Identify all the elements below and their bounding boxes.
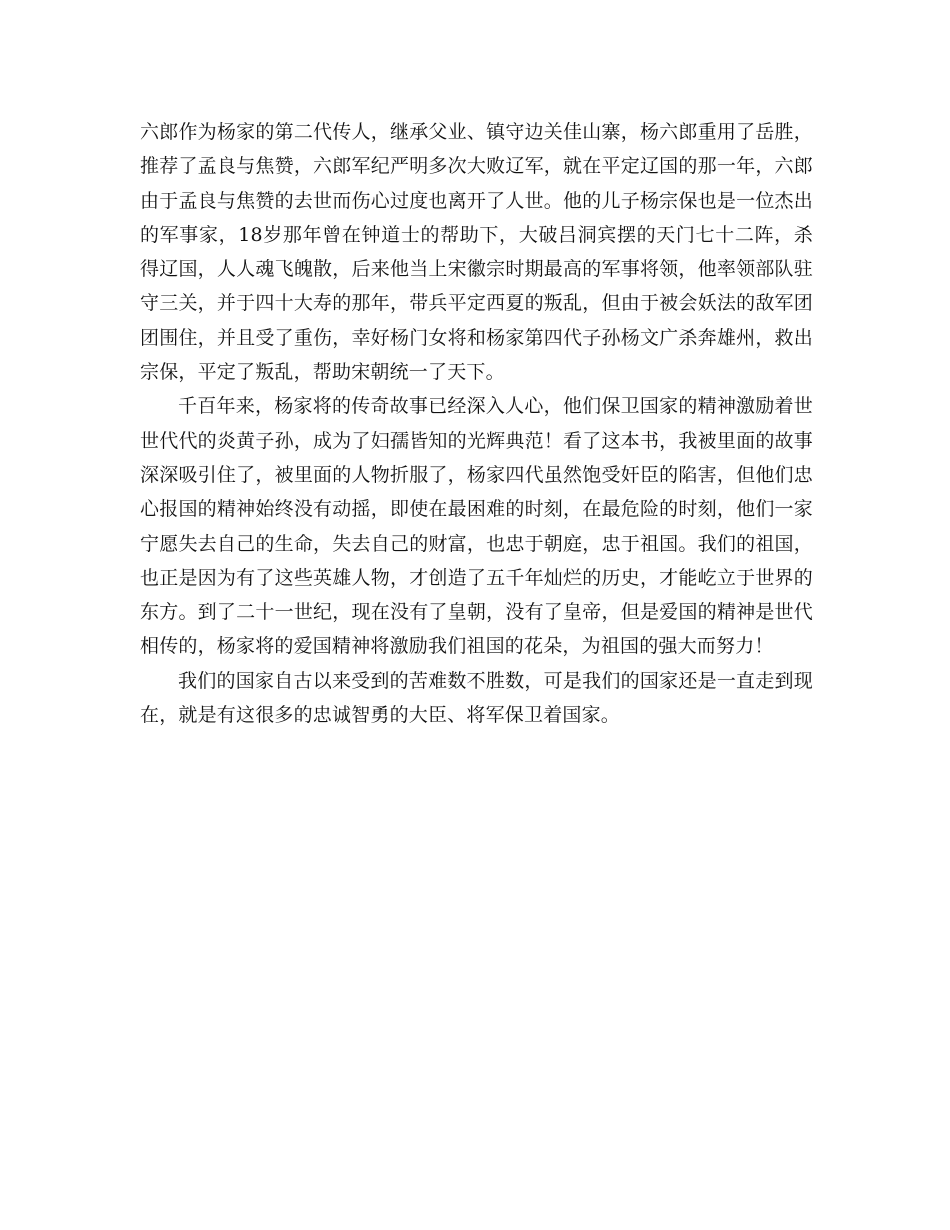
document-body <box>140 115 813 732</box>
paragraph-2: 千百年来，杨家将的传奇故事已经深入人心，他们保卫国家的精神激励着世世代代的炎黄子孙，成为了妇孺皆知的光辉典范！看了这本书，我被里面的故事深深吸引住了，被里面的人物折服了，杨家四代虽然饱受奸臣的陷害，但他们忠心报国的精神始终没有动摇，即使在最困难的时刻，在最危险的时刻，他们一家宁愿失去自己的生命，失去自己的财富，也忠于朝庭，忠于祖国。我们的祖国，也正是因为有了这些英雄人物，才创造了五千年灿烂的历史，才能屹立于世界的东方。到了二十一世纪，现在没有了皇朝，没有了皇帝，但是爱国的精神是世代相传的，杨家将的爱国精神将激励我们祖国的花朵，为祖国的强大而努力！ <box>140 395 813 658</box>
paragraph-3: 我们的国家自古以来受到的苦难数不胜数，可是我们的国家还是一直走到现在，就是有这很多的忠诚智勇的大臣、将军保卫着国家。 <box>140 669 813 727</box>
paragraph-1: 六郎作为杨家的第二代传人，继承父业、镇守边关佳山寨，杨六郎重用了岳胜，推荐了孟良与焦赞，六郎军纪严明多次大败辽军，就在平定辽国的那一年，六郎由于孟良与焦赞的去世而伤心过度也离开了人世。他的儿子杨宗保也是一位杰出的军事家，18岁那年曾在钟道士的帮助下，大破吕洞宾摆的天门七十二阵，杀得辽国，人人魂飞魄散，后来他当上宋徽宗时期最高的军事将领，他率领部队驻守三关，并于四十大寿的那年，带兵平定西夏的叛乱，但由于被会妖法的敌军团团围住，并且受了重伤，幸好杨门女将和杨家第四代子孙杨文广杀奔雄州，救出宗保，平定了叛乱，帮助宋朝统一了天下。 <box>140 121 813 384</box>
